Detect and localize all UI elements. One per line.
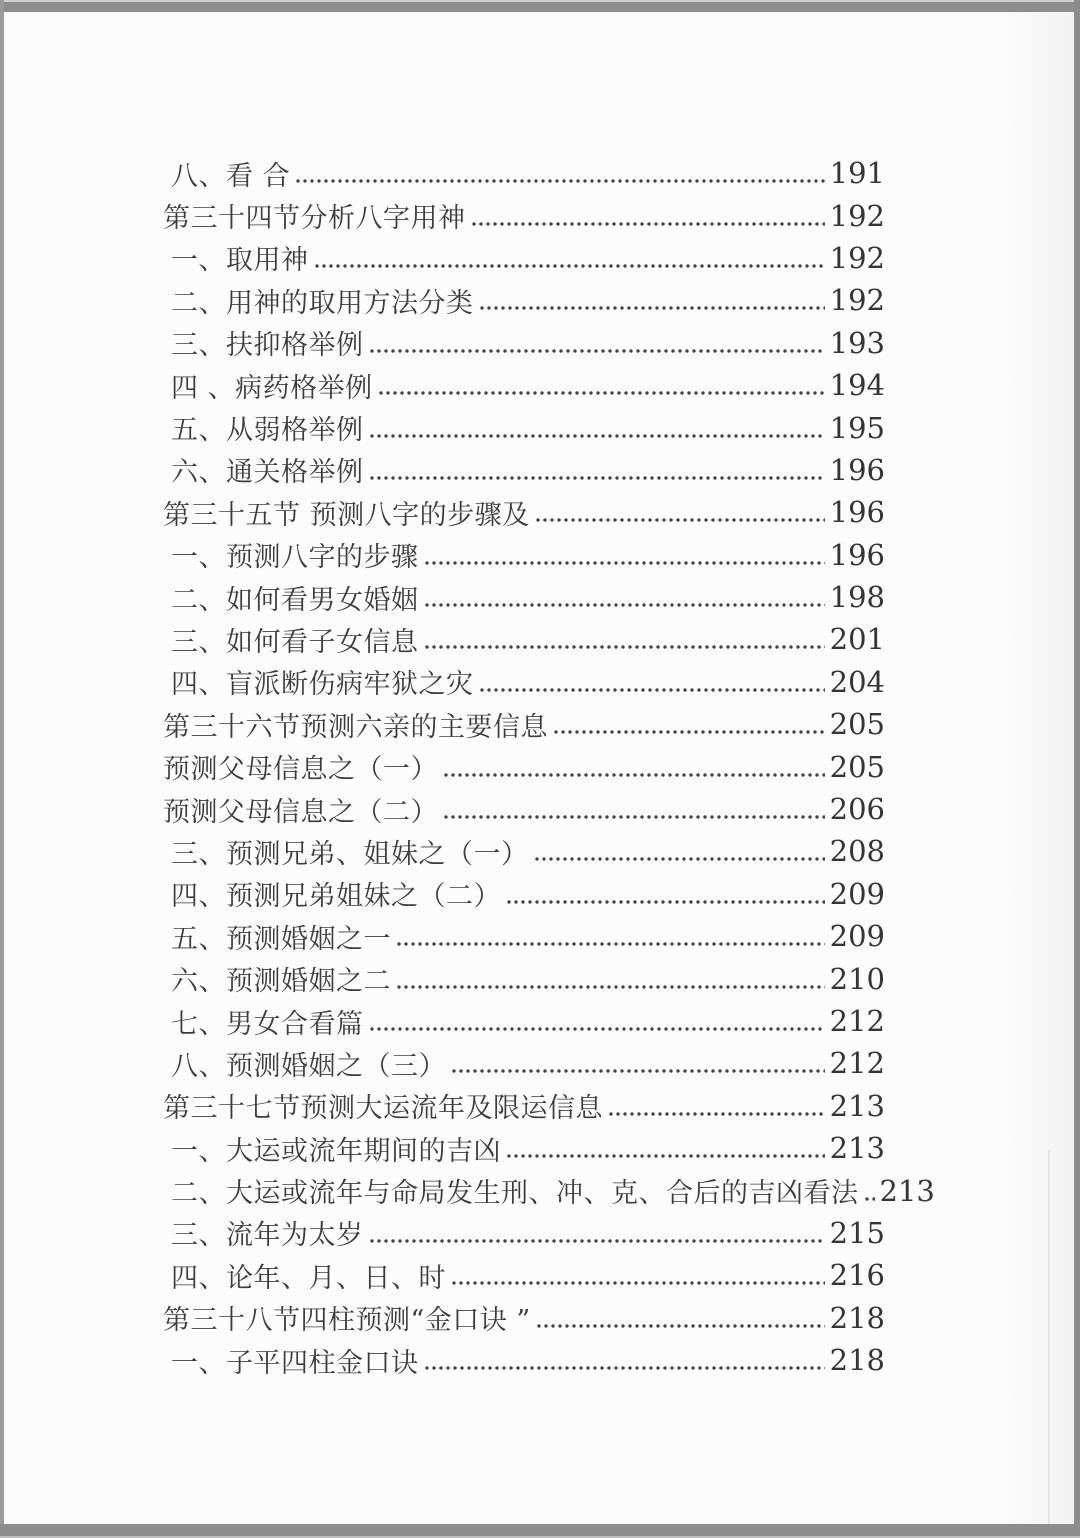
toc-entry-title: 二、大运或流年与命局发生刑、冲、克、合后的吉凶看法 [171,1178,859,1210]
toc-entry [163,1085,885,1127]
toc-entry [163,703,885,745]
toc-entry [163,873,885,915]
toc-entry-title: 五、从弱格举例 [171,415,364,447]
scan-edge-right [1074,0,1080,1538]
toc-entry [163,364,885,406]
dot-leader [370,476,825,480]
toc-entry-page-number: 193 [829,325,885,360]
toc-entry-page-number: 209 [829,919,885,954]
toc-entry [163,1169,935,1211]
toc-entry-page-number: 218 [829,1343,885,1378]
toc-entry-page-number: 213 [829,1131,885,1166]
toc-entry-page-number: 196 [829,537,885,572]
toc-entry [163,957,885,999]
toc-entry-title: 三、流年为太岁 [171,1220,364,1252]
toc-entry-page-number: 218 [829,1300,885,1335]
dot-leader [452,1069,825,1073]
dot-leader [865,1197,875,1201]
toc-entry-page-number: 213 [829,1088,885,1123]
toc-entry-title: 四、预测兄弟姐妹之（二） [171,881,501,913]
toc-entry-page-number: 206 [829,792,885,827]
dot-leader [425,603,825,607]
toc-entry [163,1042,885,1084]
toc-entry [163,279,885,321]
toc-entry-page-number: 209 [829,876,885,911]
dot-leader [379,391,825,395]
dot-leader [425,645,825,649]
scan-edge-bottom [0,1524,1080,1538]
dot-leader [397,942,825,946]
toc-entry-title: 四、论年、月、日、时 [171,1262,446,1294]
toc-entry-page-number: 204 [829,664,885,699]
dot-leader [507,900,825,904]
dot-leader [507,1154,825,1158]
dot-leader [452,1281,825,1285]
scan-shadow-right [1004,12,1074,1524]
toc-entry [163,1339,885,1381]
dot-leader [397,985,825,989]
toc-entry [163,1127,885,1169]
dot-leader [425,561,825,565]
toc-entry-page-number: 192 [829,240,885,275]
toc-entry [163,1297,885,1339]
toc-entry [163,449,885,491]
dot-leader [537,1324,825,1328]
toc-entry [163,194,885,236]
toc-entry [163,406,885,448]
dot-leader [444,815,825,819]
scan-fold-line [1048,1150,1050,1530]
toc-entry-title: 五、预测婚姻之一 [171,923,391,955]
toc-entry [163,1212,885,1254]
toc-entry-page-number: 205 [829,749,885,784]
toc-entry-title: 预测父母信息之（一） [163,754,438,786]
toc-entry [163,322,885,364]
toc-entry-page-number: 205 [829,707,885,742]
dot-leader [480,306,825,310]
toc-entry [163,915,885,957]
toc-entry-title: 第三十七节预测大运流年及限运信息 [163,1093,603,1125]
toc-entry-title: 二、如何看男女婚姻 [171,584,419,616]
dot-leader [609,1112,825,1116]
toc-entry [163,576,885,618]
toc-entry-page-number: 196 [829,452,885,487]
toc-entry [163,237,885,279]
dot-leader [554,730,825,734]
dot-leader [535,857,825,861]
toc-entry [163,152,885,194]
dot-leader [472,222,825,226]
toc-entry [163,618,885,660]
dot-leader [370,1027,825,1031]
toc-entry [163,788,885,830]
toc-entry-title: 六、通关格举例 [171,457,364,489]
toc-entry-title: 八、预测婚姻之（三） [171,1050,446,1082]
toc-entry-title: 二、用神的取用方法分类 [171,287,474,319]
dot-leader [370,434,825,438]
toc-list [163,152,935,1381]
toc-entry-page-number: 208 [829,834,885,869]
dot-leader [296,179,825,183]
toc-entry [163,1000,885,1042]
toc-entry-page-number: 216 [829,1258,885,1293]
toc-entry-page-number: 215 [829,1215,885,1250]
toc-entry-title: 四 、病药格举例 [171,372,373,404]
toc-entry-page-number: 194 [829,368,885,403]
toc-entry-title: 四、盲派断伤病牢狱之灾 [171,669,474,701]
toc-entry [163,491,885,533]
dot-leader [444,773,825,777]
toc-entry-title: 预测父母信息之（二） [163,796,438,828]
toc-entry [163,661,885,703]
toc-entry-page-number: 212 [829,1046,885,1081]
toc-entry-title: 第三十四节分析八字用神 [163,203,466,235]
toc-entry-title: 三、预测兄弟、姐妹之（一） [171,838,529,870]
toc-entry-page-number: 210 [829,961,885,996]
scan-edge-left [0,0,4,1538]
toc-entry-page-number: 192 [829,283,885,318]
toc-entry-title: 八、看 合 [171,160,291,192]
toc-entry-page-number: 212 [829,1004,885,1038]
scan-edge-top [0,0,1080,12]
toc-entry-page-number: 201 [829,622,885,657]
dot-leader [536,518,825,522]
toc-entry-page-number: 198 [829,580,885,615]
dot-leader [370,1239,825,1243]
toc-entry-title: 第三十五节 预测八字的步骤及 [163,499,530,531]
toc-entry [163,745,885,787]
dot-leader [370,349,825,353]
toc-entry-page-number: 196 [829,495,885,530]
toc-entry-title: 七、男女合看篇 [171,1008,364,1040]
toc-entry-page-number: 195 [829,410,885,445]
toc-entry-title: 一、大运或流年期间的吉凶 [171,1135,501,1167]
dot-leader [425,1366,825,1370]
toc-entry-page-number: 192 [829,198,885,233]
toc-entry [163,1254,885,1296]
dot-leader [315,264,825,268]
toc-entry-page-number: 213 [879,1173,935,1208]
toc-entry-title: 一、子平四柱金口诀 [171,1347,419,1379]
toc-entry-title: 一、取用神 [171,245,309,277]
toc-entry-page-number: 191 [829,156,885,191]
dot-leader [480,688,825,692]
toc-entry-title: 三、如何看子女信息 [171,626,419,658]
toc-entry-title: 六、预测婚姻之二 [171,966,391,998]
toc-entry-title: 一、预测八字的步骤 [171,542,419,574]
toc-entry [163,534,885,576]
toc-entry [163,830,885,872]
toc-entry-title: 三、扶抑格举例 [171,330,364,362]
toc-entry-title: 第三十八节四柱预测“金口诀 ” [163,1305,531,1337]
toc-entry-title: 第三十六节预测六亲的主要信息 [163,711,548,743]
